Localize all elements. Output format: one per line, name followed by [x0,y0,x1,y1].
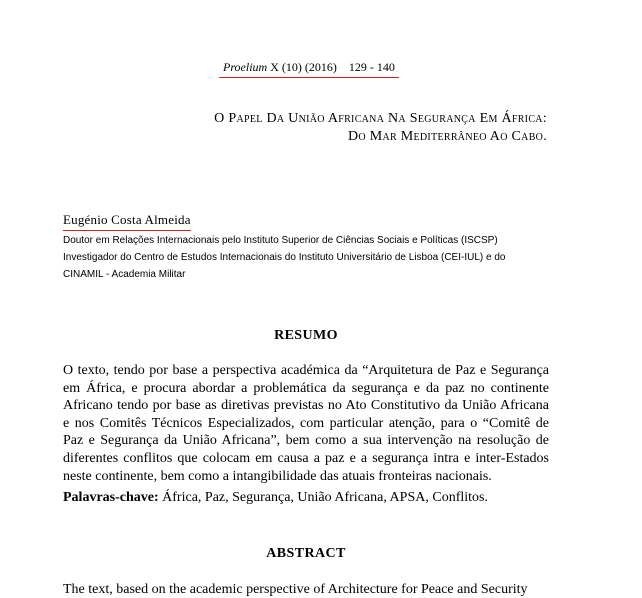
affiliation-line: Doutor em Relações Internacionais pelo Instituto Superior de Ciências Sociais e Políticas (ISCSP) [63,235,498,246]
affiliation-line: CINAMIL - Academia Militar [63,269,186,280]
resumo-line: diferentes conflitos que colocam em causa a paz e a segurança intra e inter-Estados [63,450,549,466]
abstract-paragraph: The text, based on the academic perspective of Architecture for Peace and Security [63,582,528,597]
resumo-line: neste continente, bem como a intangibilidade das atuais fronteiras nacionais. [63,468,492,484]
resumo-line: Paz e Segurança da União Africana”, bem como a sua intervenção na resolução de [63,433,549,449]
resumo-line: Africano tendo por base as diretivas previstas no Ato Constitutivo da União Africana [63,398,549,414]
resumo-line: em África, e procura abordar a problemática da segurança e da paz no continente [63,380,549,396]
resumo-line: e nos Comitês Técnicos Especializados, com particular atenção, para o “Comitê de [63,415,549,431]
journal-citation [219,60,399,78]
keywords-label: Palavras-chave: [63,490,159,505]
author-name: Eugénio Costa Almeida [63,212,191,231]
keywords [63,490,549,506]
resumo-paragraph [63,362,549,485]
abstract-heading: ABSTRACT [266,546,346,561]
author-affiliation [63,232,549,283]
keywords-list: África, Paz, Segurança, União Africana, APSA, Conflitos. [162,490,488,505]
resumo-heading: RESUMO [274,328,338,343]
affiliation-line: Investigador do Centro de Estudos Internacionais do Instituto Universitário de Lisboa (CEI-IUL) e do [63,252,506,263]
article-title-line: Do Mar Mediterrâneo Ao Cabo. [347,129,547,144]
article-title-line: O Papel Da União Africana Na Segurança Em África: [214,111,547,126]
resumo-line: O texto, tendo por base a perspectiva académica da “Arquitetura de Paz e Segurança [63,363,549,378]
journal-pages: 129 - 140 [348,60,395,74]
journal-name: Proelium [223,60,268,74]
article-title [214,110,547,146]
journal-issue: X (10) (2016) [270,60,337,74]
